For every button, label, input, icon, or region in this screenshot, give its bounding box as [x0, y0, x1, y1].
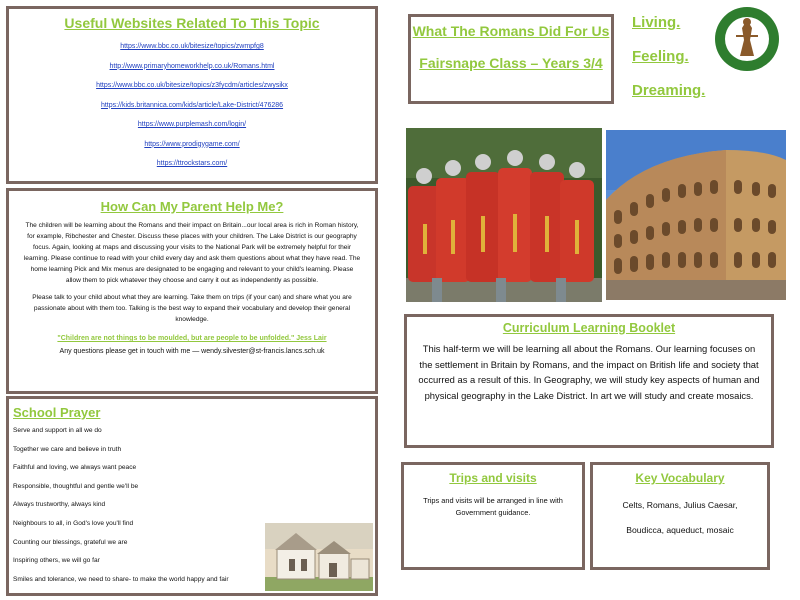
parent-help-title: How Can My Parent Help Me? — [100, 199, 284, 214]
prayer-line: Always trustworthy, always kind — [13, 501, 106, 509]
websites-list — [9, 37, 375, 174]
prayer-line: Together we care and believe in truth — [13, 445, 122, 453]
topic-title-panel — [408, 14, 614, 104]
parent-help-contact: Any questions please get in touch with me — wendy.silvester@st-francis.lancs.sch.uk — [59, 348, 325, 355]
website-link[interactable]: https://www.bbc.co.uk/bitesize/topics/zwmpfg8 — [120, 43, 264, 50]
prayer-line: Smiles and tolerance, we need to share- to make the world happy and fair — [13, 575, 229, 583]
website-link[interactable]: https://www.prodigygame.com/ — [144, 140, 240, 148]
prayer-line: Neighbours to all, in God's love you'll find — [13, 519, 134, 527]
church-image — [265, 523, 373, 591]
website-link[interactable]: http://www.primaryhomeworkhelp.co.uk/Romans.html — [109, 62, 275, 70]
prayer-line: Counting our blessings, grateful we are — [13, 538, 128, 546]
parent-help-paragraph-2: Please talk to your child about what they are learning. Take them on trips (if your can) and share what you are passionate about with them too. Talking is the best way to expand their vocabulary and develop their general knowledge. — [32, 294, 352, 323]
curriculum-panel — [404, 314, 774, 448]
websites-title: Useful Websites Related To This Topic — [64, 15, 320, 31]
motto-living: Living. — [632, 14, 681, 31]
vocabulary-body — [593, 493, 767, 543]
prayer-line: Faithful and loving, we always want peace — [13, 464, 137, 472]
trips-panel — [401, 462, 585, 570]
roman-soldiers-image — [406, 128, 602, 302]
colosseum-image — [606, 130, 786, 300]
motto-feeling: Feeling. — [632, 48, 689, 65]
website-link[interactable]: https://www.bbc.co.uk/bitesize/topics/z3fycdm/articles/zwysikx — [96, 82, 288, 89]
school-crest-logo — [714, 6, 780, 72]
trips-title: Trips and visits — [449, 471, 537, 485]
parent-help-paragraph-1: The children will be learning about the Romans and their impact on Britain...our local area is rich in Roman history, for example, Ribchester and Chester. Discuss these places with your children. The Lake District is our geography focus. Again, looking at maps and discussing your visits to the National Park will be extremely helpful for their learning. Please continue to read with your child every day and ask them questions about what they have read. The home learning Pick and Mix menus are designated to be engaging and relevant to your child's learning. Please allow them to pick whatever they choose and carry it out as independently as possible. — [23, 222, 361, 284]
website-link[interactable]: https://www.purplemash.com/login/ — [137, 121, 247, 128]
curriculum-body: This half-term we will be learning all about the Romans. Our learning focuses on the settlement in Britain by Romans, and the impact on British life and society that occurred as a result of this. In Geography, we will study key aspects of human and physical geography in the Lake District. In art we will study and create mosaics. — [418, 343, 760, 401]
curriculum-title: Curriculum Learning Booklet — [502, 321, 676, 335]
parent-help-quote: "Children are not things to be moulded, but are people to be unfolded." Jess Lair — [57, 335, 327, 342]
class-subtitle: Fairsnape Class – Years 3/4 — [419, 55, 603, 71]
prayer-line: Inspiring others, we will go far — [13, 557, 100, 565]
websites-panel — [6, 6, 378, 184]
vocabulary-line: Celts, Romans, Julius Caesar, — [622, 500, 738, 510]
school-prayer-title: School Prayer — [13, 405, 101, 420]
motto-dreaming: Dreaming. — [632, 82, 706, 99]
topic-title: What The Romans Did For Us — [412, 23, 610, 39]
vocabulary-title: Key Vocabulary — [635, 471, 725, 485]
vocabulary-panel — [590, 462, 770, 570]
school-prayer-panel — [6, 396, 378, 596]
parent-help-panel — [6, 188, 378, 394]
prayer-line: Serve and support in all we do — [13, 427, 102, 434]
vocabulary-line: Boudicca, aqueduct, mosaic — [626, 525, 734, 535]
website-link[interactable]: https://ttrockstars.com/ — [156, 160, 228, 167]
website-link[interactable]: https://kids.britannica.com/kids/article/Lake-District/476286 — [100, 101, 284, 109]
trips-body: Trips and visits will be arranged in line with Government guidance. — [423, 496, 563, 517]
prayer-line: Responsible, thoughtful and gentle we'll be — [13, 482, 139, 490]
